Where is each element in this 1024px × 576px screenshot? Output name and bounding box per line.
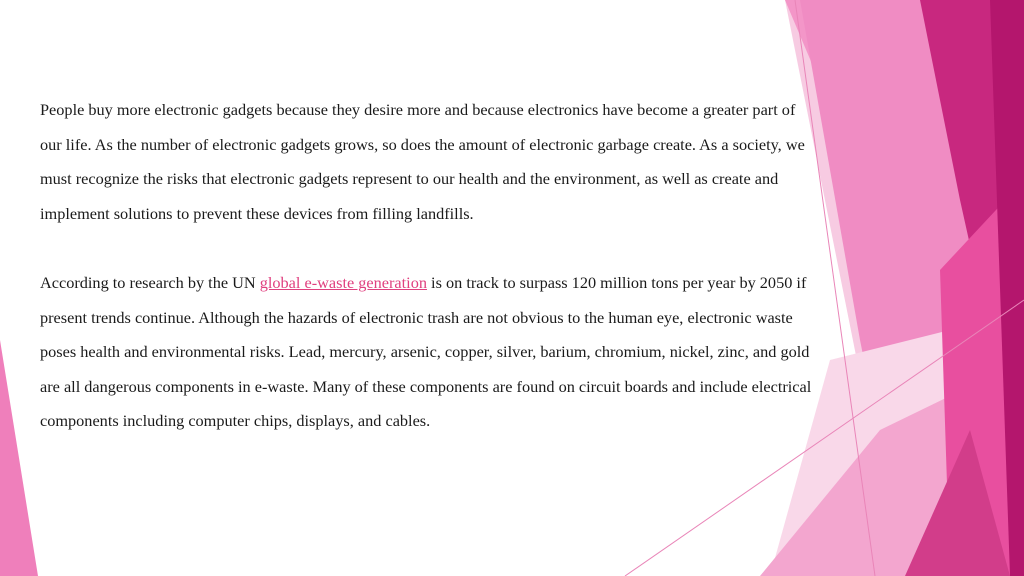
slide-text-content	[40, 93, 820, 439]
paragraph-ewaste-research	[40, 266, 820, 439]
paragraph-ewaste-intro: People buy more electronic gadgets because they desire more and because electronics have become a greater part of our life. As the number of electronic gadgets grows, so does the amount of electronic garbage create. As a society, we must recognize the risks that electronic gadgets represent to our health and the environment, as well as create and implement solutions to prevent these devices from filling landfills.	[40, 100, 805, 223]
global-ewaste-generation-link[interactable]: global e-waste generation	[259, 272, 427, 292]
paragraph-research-body-text: is on track to surpass 120 million tons per year by 2050 if present trends continue. Although the hazards of electronic trash are not obvious to the human eye, electronic waste poses health and environmental risks. Lead, mercury, arsenic, copper, silver, barium, chromium, nickel, zinc, and gold are all dangerous components in e-waste. Many of these components are found on circuit boards and include electrical components including computer chips, displays, and cables.	[40, 272, 812, 431]
left-edge-accent-shape	[0, 340, 38, 576]
paragraph-research-intro-text: According to research by the UN	[40, 272, 260, 292]
